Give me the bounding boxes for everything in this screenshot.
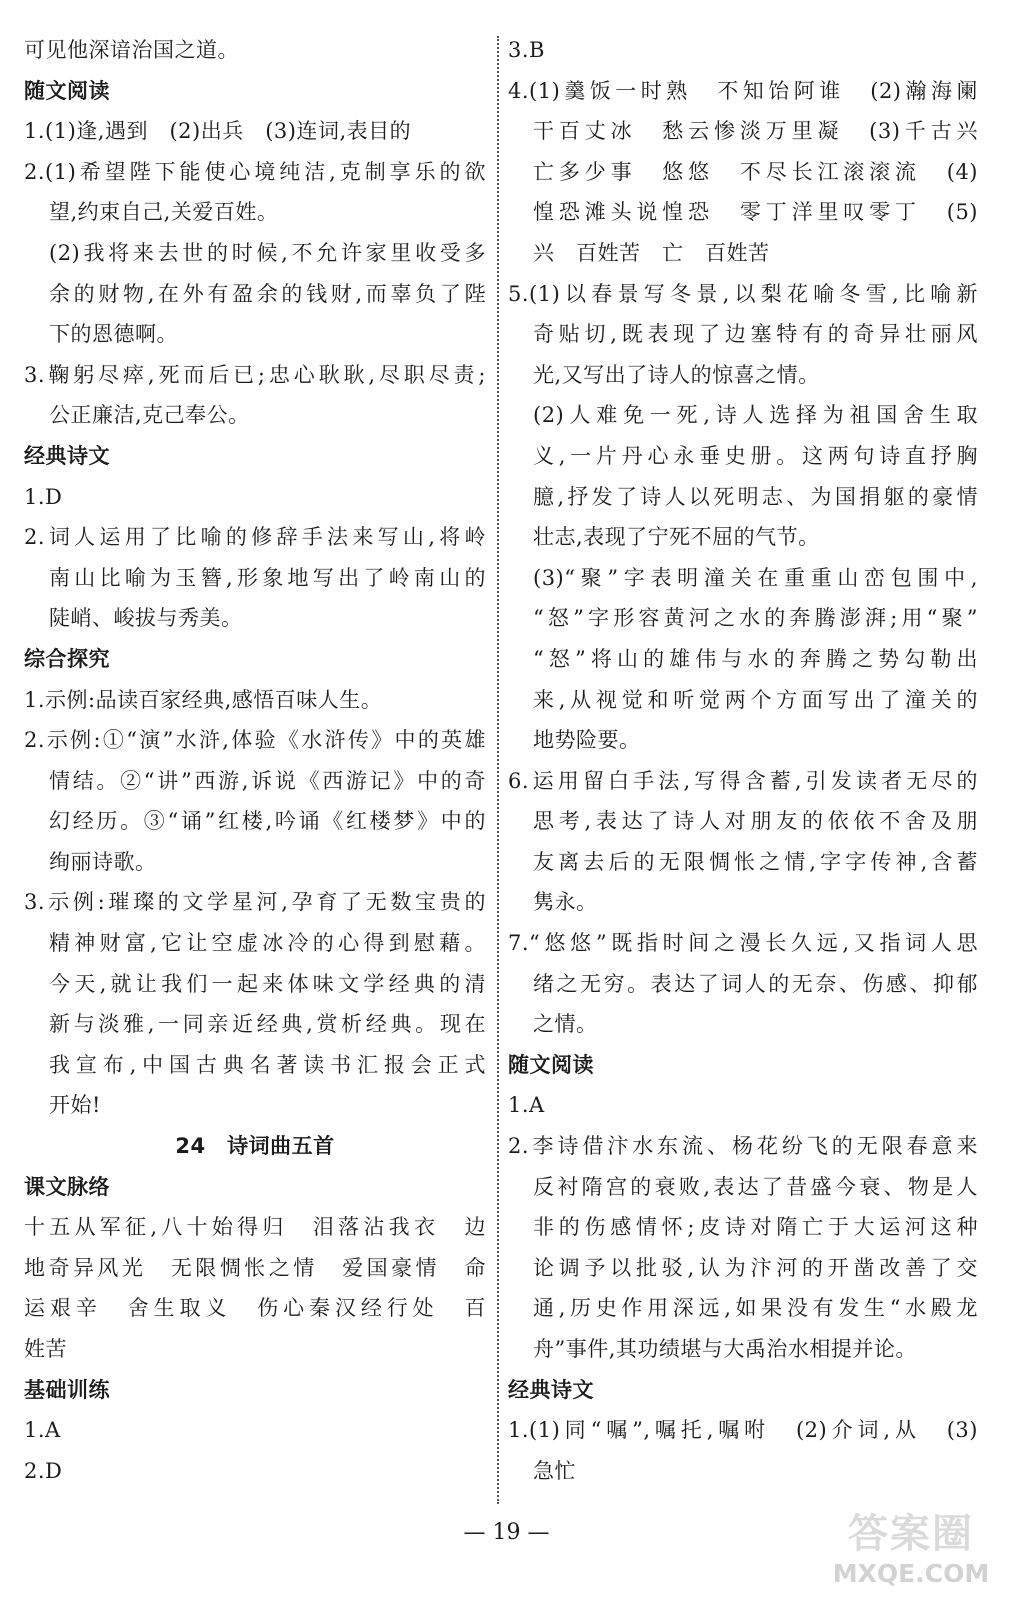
text-line: 奇贴切,既表现了边塞特有的奇异壮丽风 xyxy=(533,322,978,347)
right-column xyxy=(508,30,978,1491)
section-heading: 课文脉络 xyxy=(24,1174,110,1199)
text-line: 干百丈冰 愁云惨淡万里凝 (3)千古兴 xyxy=(533,119,978,144)
text-line: 地奇异风光 无限惆怅之情 爱国豪情 命 xyxy=(24,1255,486,1280)
text-line: 光,又写出了诗人的惊喜之情。 xyxy=(533,362,820,387)
text-line: 姓苦 xyxy=(24,1337,67,1361)
text-line: 幻经历。③“诵”红楼,吟诵《红楼梦》中的 xyxy=(49,809,486,834)
text-line: 绪之无穷。表达了词人的无奈、伤感、抑郁 xyxy=(533,971,978,996)
watermark-bottom-text: MXQE.COM xyxy=(832,1559,990,1588)
left-column xyxy=(24,30,486,1491)
text-line: 精神财富,它让空虚冰冷的心得到慰藉。 xyxy=(49,931,486,956)
text-line: 陡峭、峻拔与秀美。 xyxy=(49,606,243,631)
text-line: (2)我将来去世的时候,不允许家里收受多 xyxy=(49,240,486,265)
text-line: 1.示例:品读百家经典,感悟百味人生。 xyxy=(24,687,383,712)
lesson-title: 24 诗词曲五首 xyxy=(175,1134,335,1159)
text-line: 4.(1)羹饭一时熟 不知饴阿谁 (2)瀚海阑 xyxy=(508,78,978,103)
text-line: 反衬隋宫的衰败,表达了昔盛今衰、物是人 xyxy=(533,1174,978,1199)
page-number: — 19 — xyxy=(463,1520,550,1545)
text-line: 2.D xyxy=(24,1458,63,1483)
text-line: 5.(1)以春景写冬景,以梨花喻冬雪,比喻新 xyxy=(508,281,978,306)
text-line: 义,一片丹心永垂史册。这两句诗直抒胸 xyxy=(533,443,978,468)
text-line: 7.“悠悠”既指时间之漫长久远,又指词人思 xyxy=(508,931,978,956)
section-heading: 综合探究 xyxy=(24,646,110,671)
text-line: 3.鞠躬尽瘁,死而后已;忠心耿耿,尽职尽责; xyxy=(24,362,486,387)
text-line: 舟”事件,其功绩堪与大禹治水相提并论。 xyxy=(533,1337,917,1361)
column-divider xyxy=(497,36,499,1504)
watermark-logo xyxy=(832,1508,990,1590)
text-line: 壮志,表现了宁死不屈的气节。 xyxy=(533,525,820,550)
text-line: 可见他深谙治国之道。 xyxy=(24,38,239,62)
text-line: 3.示例:璀璨的文学星河,孕育了无数宝贵的 xyxy=(24,890,486,915)
section-heading: 随文阅读 xyxy=(508,1052,594,1077)
section-heading: 经典诗文 xyxy=(24,443,110,468)
text-line: 2.词人运用了比喻的修辞手法来写山,将岭 xyxy=(24,525,486,550)
text-line: (3)“聚”字表明潼关在重重山峦包围中, xyxy=(533,565,978,590)
text-line: 惶恐滩头说惶恐 零丁洋里叹零丁 (5) xyxy=(533,200,978,225)
text-line: 急忙 xyxy=(533,1458,576,1483)
text-line: 情结。②“讲”西游,诉说《西游记》中的奇 xyxy=(49,768,486,793)
section-heading: 随文阅读 xyxy=(24,78,110,103)
text-line: 1.A xyxy=(508,1093,545,1118)
text-line: 非的伤感情怀;皮诗对隋亡于大运河这种 xyxy=(533,1215,978,1240)
text-line: 十五从军征,八十始得归 泪落沾我衣 边 xyxy=(24,1215,486,1240)
text-line: 论调予以批驳,认为汴河的开凿改善了交 xyxy=(533,1255,978,1280)
text-line: 2.示例:①“演”水浒,体验《水浒传》中的英雄 xyxy=(24,728,486,753)
text-line: 1.A xyxy=(24,1418,61,1443)
text-line: 下的恩德啊。 xyxy=(49,322,178,347)
text-line: 公正廉洁,克己奉公。 xyxy=(49,403,250,428)
text-line: 1.(1)同“嘱”,嘱托,嘱咐 (2)介词,从 (3) xyxy=(508,1418,978,1443)
text-line: 1.(1)逢,遇到 (2)出兵 (3)连词,表目的 xyxy=(24,119,412,144)
text-line: 余的财物,在外有盈余的钱财,而辜负了陛 xyxy=(49,281,486,306)
text-line: 地势险要。 xyxy=(533,728,641,753)
text-line: “怒”将山的雄伟与水的奔腾之势勾勒出 xyxy=(533,646,978,671)
text-line: 来,从视觉和听觉两个方面写出了潼关的 xyxy=(533,687,978,712)
watermark-top-text: 答案圈 xyxy=(848,1511,974,1557)
section-heading: 经典诗文 xyxy=(508,1377,594,1402)
text-line: 我宣布,中国古典名著读书汇报会正式 xyxy=(49,1052,486,1077)
text-line: 思考,表达了诗人对朋友的依依不舍及朋 xyxy=(533,809,978,834)
section-heading: 基础训练 xyxy=(24,1377,110,1402)
text-line: 望,约束自己,关爱百姓。 xyxy=(49,200,279,225)
text-line: “怒”字形容黄河之水的奔腾澎湃;用“聚” xyxy=(533,606,978,631)
text-line: 新与淡雅,一同亲近经典,赏析经典。现在 xyxy=(49,1012,486,1037)
text-line: 隽永。 xyxy=(533,890,598,915)
text-line: 今天,就让我们一起来体味文学经典的清 xyxy=(49,971,486,996)
text-line: 2.(1)希望陛下能使心境纯洁,克制享乐的欲 xyxy=(24,159,486,184)
text-line: 臆,抒发了诗人以死明志、为国捐躯的豪情 xyxy=(533,484,978,509)
text-line: (2)人难免一死,诗人选择为祖国舍生取 xyxy=(533,403,978,428)
text-line: 开始! xyxy=(49,1093,101,1118)
text-line: 1.D xyxy=(24,484,63,509)
text-line: 兴 百姓苦 亡 百姓苦 xyxy=(533,240,770,265)
text-line: 之情。 xyxy=(533,1012,598,1037)
text-line: 南山比喻为玉簪,形象地写出了岭南山的 xyxy=(49,565,486,590)
text-line: 亡多少事 悠悠 不尽长江滚滚流 (4) xyxy=(533,159,978,184)
text-line: 友离去后的无限惆怅之情,字字传神,含蓄 xyxy=(533,849,978,874)
text-line: 6.运用留白手法,写得含蓄,引发读者无尽的 xyxy=(508,768,978,793)
text-line: 通,历史作用深远,如果没有发生“水殿龙 xyxy=(533,1296,978,1321)
text-line: 运艰辛 舍生取义 伤心秦汉经行处 百 xyxy=(24,1296,486,1321)
text-line: 3.B xyxy=(508,38,545,62)
text-line: 绚丽诗歌。 xyxy=(49,849,157,874)
text-line: 2.李诗借汴水东流、杨花纷飞的无限春意来 xyxy=(508,1134,978,1159)
